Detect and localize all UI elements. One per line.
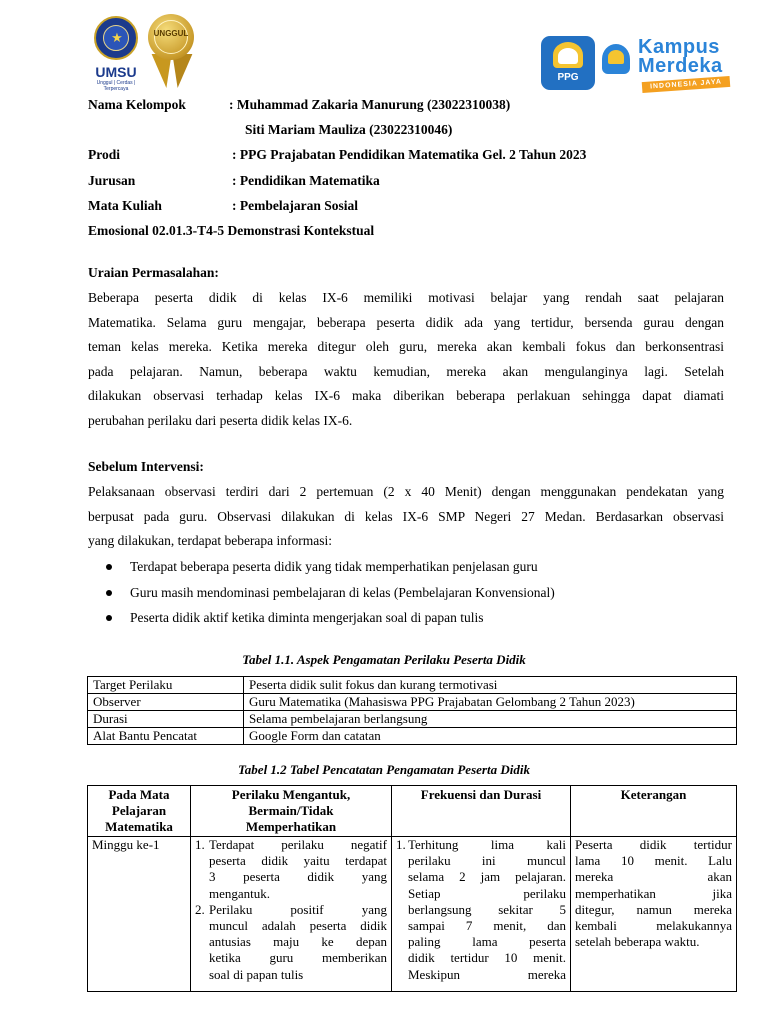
- list-number: 2.: [195, 901, 205, 917]
- table2-pencatatan-pengamatan: [87, 785, 737, 992]
- kampus-merdeka-logo: [602, 36, 732, 92]
- header-logos: [0, 14, 768, 92]
- bullet-item: [106, 610, 484, 626]
- table-header-frekuensi: Frekuensi dan Durasi: [392, 786, 571, 837]
- cell-line: antusias maju ke depan: [209, 934, 387, 950]
- uraian-heading: Uraian Permasalahan:: [88, 265, 219, 280]
- umsu-logo: [86, 14, 146, 92]
- bullet-text: Guru masih mendominasi pembelajaran di kelas (Pembelajaran Konvensional): [130, 585, 555, 600]
- cell-line: muncul adalah peserta didik: [209, 918, 387, 934]
- cell-line: Meskipun mereka: [408, 966, 566, 982]
- list-number: 1.: [195, 837, 205, 852]
- bullet-dot-icon: [106, 564, 112, 570]
- unggul-accreditation-badge: [145, 14, 197, 92]
- uraian-line: teman kelas mereka. Ketika mereka ditegur oleh guru, mereka akan kembali fokus dan berkonsentrasi: [88, 339, 724, 355]
- sebelum-line: Pelaksanaan observasi terdiri dari 2 pertemuan (2 x 40 Menit) dengan menggunakan pendekatan yang: [88, 484, 724, 499]
- table-row: [88, 837, 737, 992]
- header-line: Pelajaran: [111, 803, 167, 818]
- uraian-line: Matematika. Selama guru mengajar, beberapa peserta didik ada yang tertidur, bersenda gurau dengan: [88, 314, 724, 330]
- table-cell: Guru Matematika (Mahasiswa PPG Prajabatan Gelombang 2 Tahun 2023): [244, 694, 737, 711]
- info-value-jurusan: : Pendidikan Matematika: [232, 173, 380, 188]
- cell-line: selama 2 jam pelajaran.: [408, 869, 566, 885]
- table-cell-perilaku: [191, 837, 392, 992]
- unggul-badge-text: UNGGUL: [153, 29, 189, 38]
- table-cell: Alat Bantu Pencatat: [88, 728, 244, 745]
- info-label-mata-kuliah: Mata Kuliah: [88, 198, 162, 213]
- kampus-merdeka-line1: Kampus: [638, 36, 720, 58]
- table-row: [88, 677, 737, 694]
- info-value-prodi: : PPG Prajabatan Pendidikan Matematika Gel. 2 Tahun 2023: [232, 147, 587, 162]
- info-value-nama-2: Siti Mariam Mauliza (23022310046): [245, 122, 453, 137]
- cell-line: ketika guru memberikan: [209, 950, 387, 966]
- cell-line: memperhatikan jika: [575, 885, 732, 901]
- kampus-merdeka-emblem-icon: [602, 44, 630, 74]
- header-line: Bermain/Tidak: [248, 803, 334, 818]
- list-item: [195, 837, 387, 902]
- bullet-item: [106, 559, 538, 575]
- table-row: [88, 694, 737, 711]
- umsu-logo-subtext: Unggul | Cerdas | Terpercaya: [96, 80, 136, 92]
- table-cell-frekuensi: [392, 837, 571, 992]
- uraian-line: dilakukan observasi terhadap kelas IX-6 maka diberikan beberapa perlakuan sehingga dapat diamati: [88, 388, 724, 404]
- header-line: Memperhatikan: [245, 819, 337, 834]
- sebelum-line: berpusat pada guru. Observasi dilakukan di kelas IX-6 SMP Negeri 27 Medan. Berdasarkan observasi: [88, 508, 724, 524]
- table-cell: Durasi: [88, 711, 244, 728]
- table-row: [88, 711, 737, 728]
- table-cell: Target Perilaku: [88, 677, 244, 694]
- list-number: 1.: [396, 837, 406, 852]
- umsu-seal-icon: ★: [94, 16, 138, 60]
- cell-line: kembali melakukannya: [575, 918, 732, 934]
- cell-line: 3 peserta didik yang: [209, 869, 387, 885]
- ppg-logo: [541, 36, 595, 90]
- table-cell: Peserta didik sulit fokus dan kurang termotivasi: [244, 677, 737, 694]
- bullet-dot-icon: [106, 615, 112, 621]
- umsu-logo-text: UMSU: [95, 64, 137, 80]
- info-label-prodi: Prodi: [88, 147, 121, 162]
- uraian-line: pada pelajaran. Namun, beberapa waktu kemudian, mereka akan mengulanginya lagi. Setelah: [88, 363, 724, 379]
- cell-line: paling lama peserta: [408, 934, 566, 950]
- uraian-line: perubahan perilaku dari peserta didik kelas IX-6.: [88, 412, 353, 428]
- table-cell: Selama pembelajaran berlangsung: [244, 711, 737, 728]
- cell-line: perilaku ini muncul: [408, 853, 566, 869]
- ppg-logo-text: PPG: [557, 72, 579, 83]
- bullet-text: Peserta didik aktif ketika diminta mengerjakan soal di papan tulis: [130, 610, 484, 625]
- table-cell: Observer: [88, 694, 244, 711]
- uraian-line: Beberapa peserta didik di kelas IX-6 memiliki motivasi belajar yang rendah saat pelajaran: [88, 290, 724, 305]
- cell-line: berlangsung sekitar 5: [408, 901, 566, 917]
- sebelum-paragraph: [88, 480, 724, 554]
- table-row: [88, 728, 737, 745]
- bullet-text: Terdapat beberapa peserta didik yang tidak memperhatikan penjelasan guru: [130, 559, 538, 574]
- info-label-nama-kelompok: Nama Kelompok: [88, 97, 186, 112]
- table2-caption: Tabel 1.2 Tabel Pencatatan Pengamatan Peserta Didik: [238, 762, 530, 777]
- cell-line: ditegur, namun mereka: [575, 901, 732, 917]
- table-cell-week: Minggu ke-1: [88, 837, 191, 992]
- sebelum-heading: Sebelum Intervensi:: [88, 459, 204, 474]
- cell-line: Peserta didik tertidur: [575, 837, 732, 852]
- medal-icon: [148, 14, 194, 60]
- table-header-row: [88, 786, 737, 837]
- bullet-dot-icon: [106, 590, 112, 596]
- table-header-perilaku: [191, 786, 392, 837]
- cell-line: Terdapat perilaku negatif: [209, 837, 387, 852]
- header-line: Perilaku Mengantuk,: [231, 787, 351, 802]
- uraian-paragraph: [88, 286, 724, 434]
- frekuensi-list: [396, 837, 566, 983]
- header-line: Matematika: [105, 819, 173, 834]
- info-label-jurusan: Jurusan: [88, 173, 136, 188]
- header-line: Pada Mata: [108, 787, 170, 802]
- cell-line: sampai 7 menit, dan: [408, 918, 566, 934]
- cell-line: lama 10 menit. Lalu: [575, 853, 732, 869]
- cell-line: Terhitung lima kali: [408, 837, 566, 852]
- cell-line: soal di papan tulis: [209, 966, 304, 982]
- table-cell: Google Form dan catatan: [244, 728, 737, 745]
- info-value-mata-kuliah: : Pembelajaran Sosial: [232, 198, 358, 213]
- cell-line: setelah beberapa waktu.: [575, 934, 700, 950]
- cell-line: Setiap perilaku: [408, 885, 566, 901]
- table-cell-keterangan: [571, 837, 737, 992]
- list-item: [195, 902, 387, 983]
- cell-line: mereka akan: [575, 869, 732, 885]
- cell-line: didik tertidur 10 menit.: [408, 950, 566, 966]
- cell-line: mengantuk.: [209, 885, 271, 901]
- kampus-merdeka-line2: Merdeka: [638, 55, 723, 77]
- table-header-mata-pelajaran: [88, 786, 191, 837]
- list-item: [396, 837, 566, 983]
- table1-caption: Tabel 1.1. Aspek Pengamatan Perilaku Peserta Didik: [242, 652, 526, 667]
- info-value-nama-1: : Muhammad Zakaria Manurung (23022310038): [229, 97, 511, 112]
- cell-line: Perilaku positif yang: [209, 901, 387, 917]
- table1-aspek-pengamatan: [87, 676, 737, 745]
- document-subtitle: Emosional 02.01.3-T4-5 Demonstrasi Kontekstual: [88, 223, 375, 238]
- sebelum-line: yang dilakukan, terdapat beberapa informasi:: [88, 533, 333, 549]
- table-header-keterangan: Keterangan: [571, 786, 737, 837]
- bullet-item: [106, 585, 555, 601]
- kampus-merdeka-tagline: INDONESIA JAYA: [642, 76, 731, 93]
- cell-line: peserta didik yaitu terdapat: [209, 853, 387, 869]
- perilaku-list: [195, 837, 387, 983]
